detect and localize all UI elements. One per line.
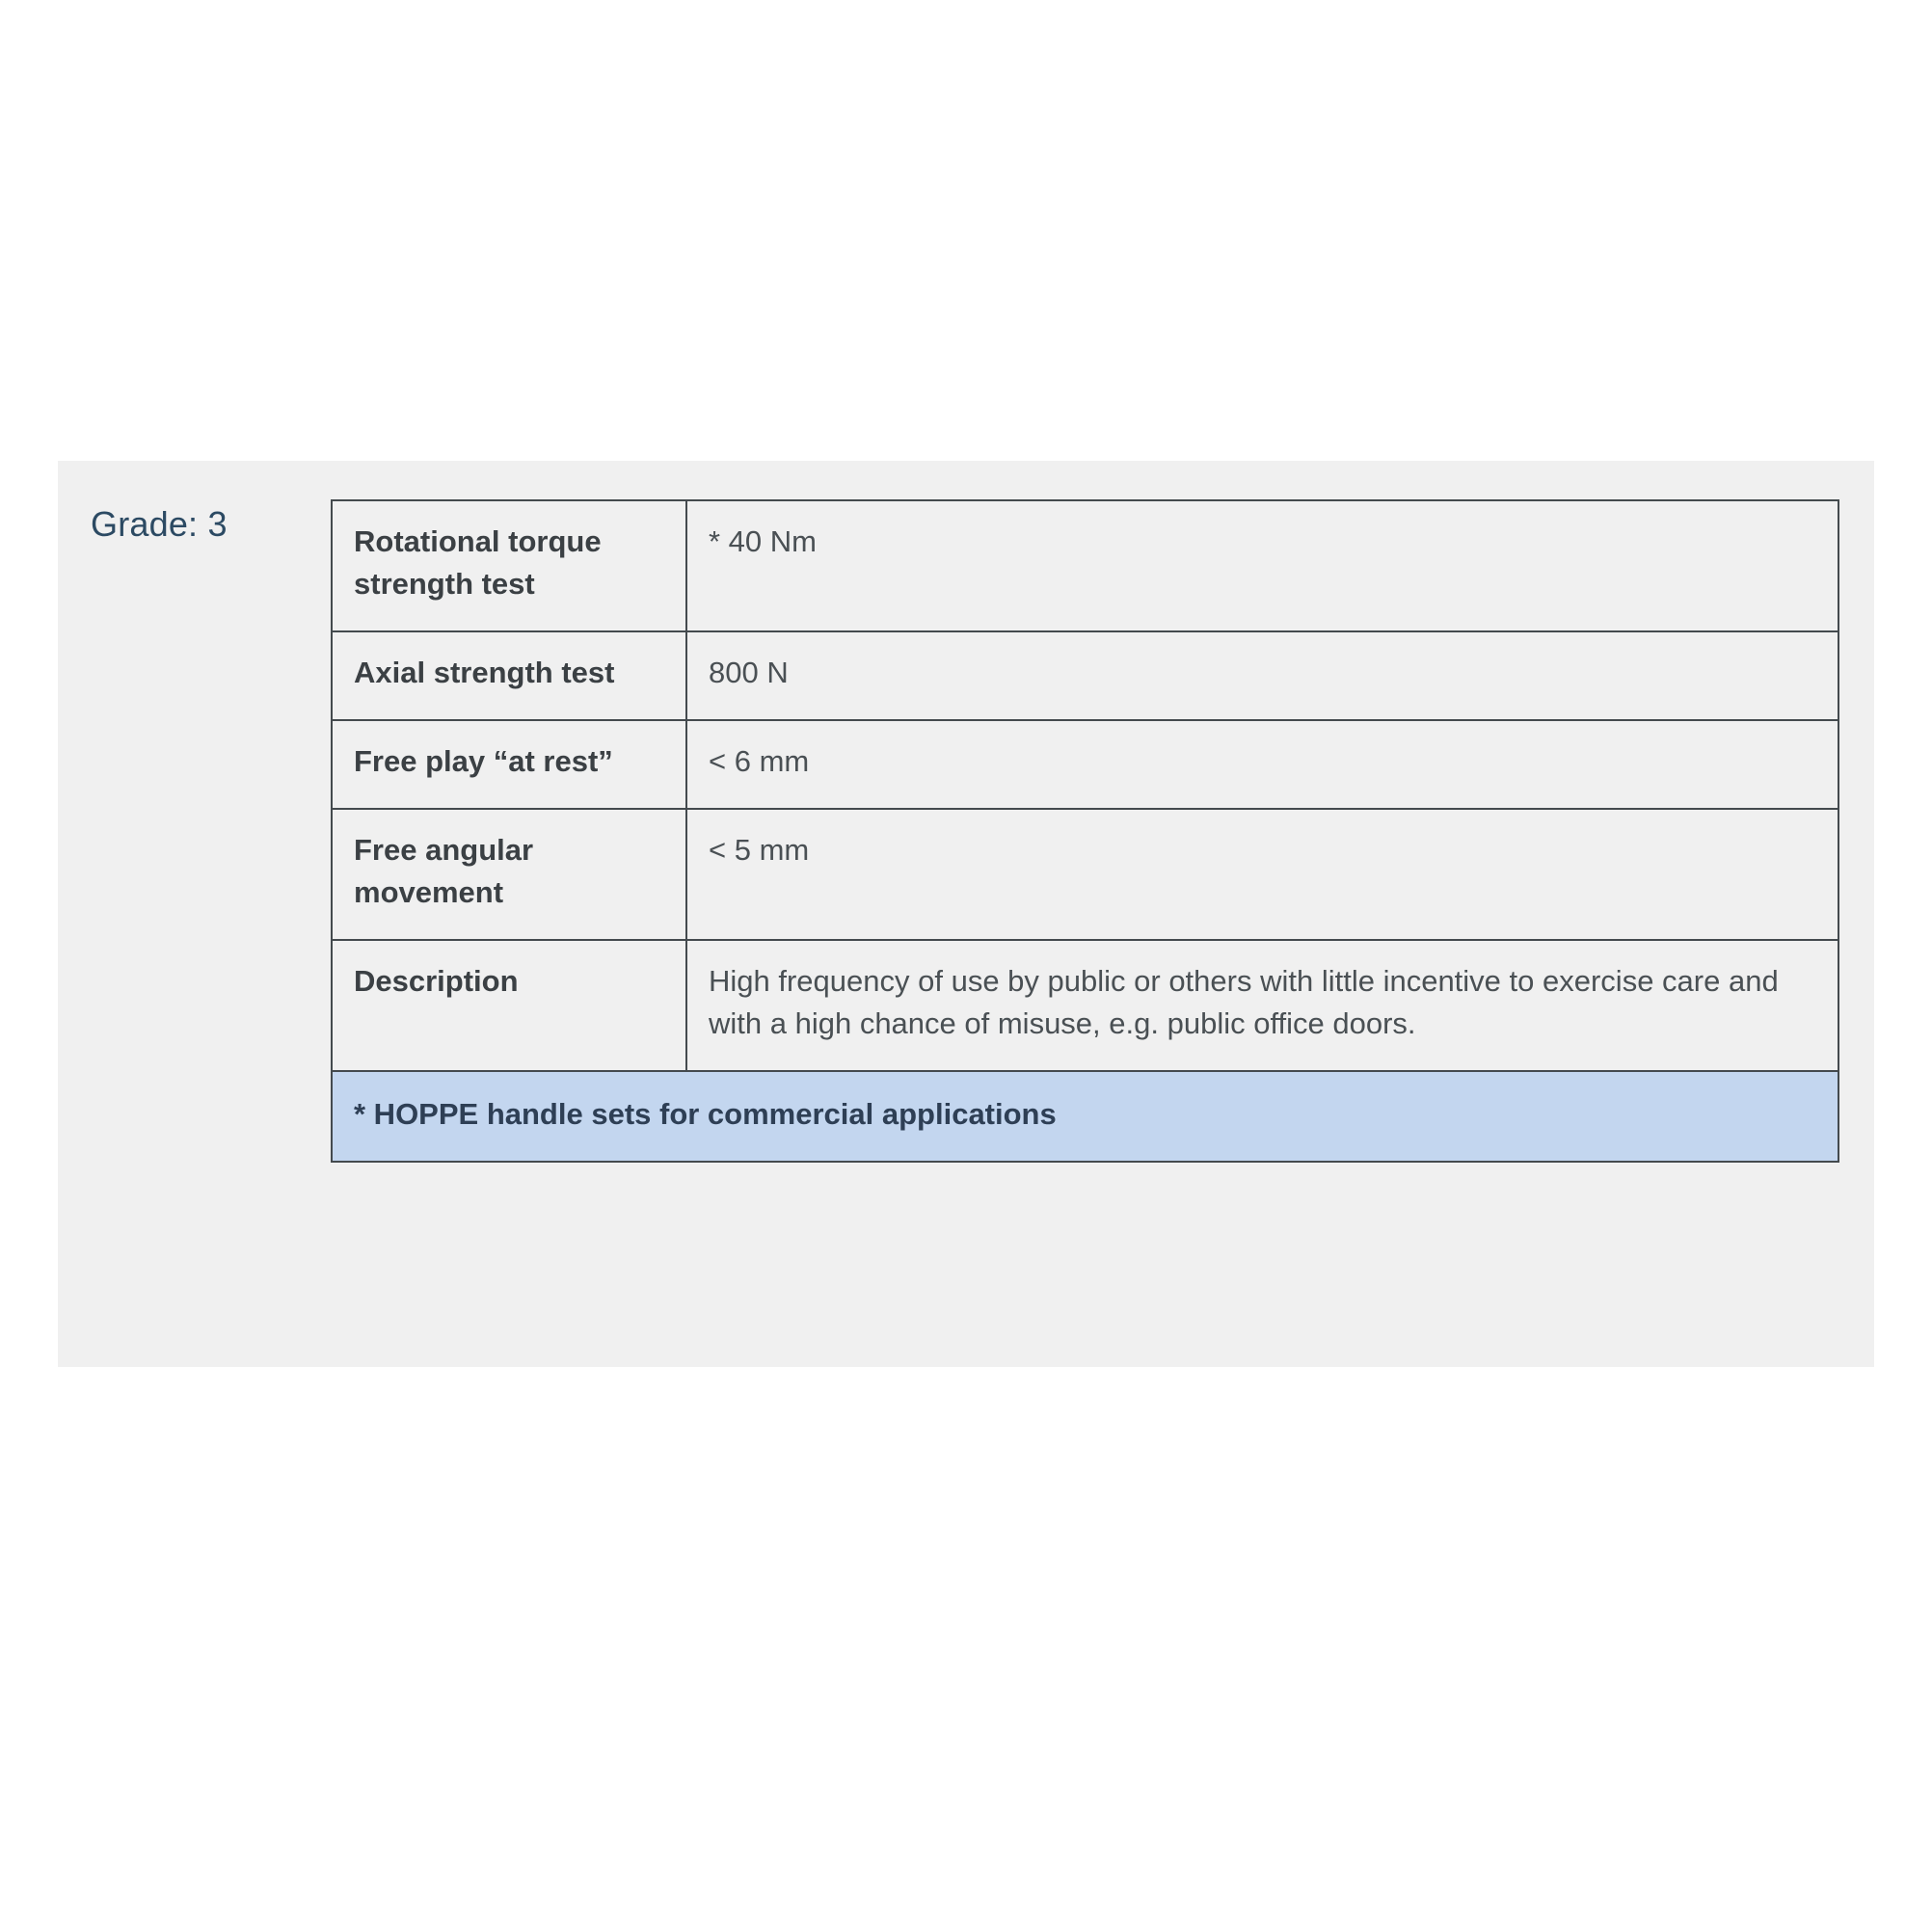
footnote-text: * HOPPE handle sets for commercial applications — [332, 1071, 1838, 1162]
table-row — [332, 720, 1838, 809]
row-label-description: Description — [332, 940, 686, 1071]
table-row — [332, 631, 1838, 720]
row-value-free-angular-movement: < 5 mm — [686, 809, 1838, 940]
grade-spec-panel — [58, 461, 1874, 1367]
table-footnote-row — [332, 1071, 1838, 1162]
specification-table-body — [332, 500, 1838, 1162]
row-value-rotational-torque-strength-test: * 40 Nm — [686, 500, 1838, 631]
specification-table — [331, 499, 1839, 1163]
row-value-description: High frequency of use by public or others with little incentive to exercise care and with a high chance of misuse, e.g. public office doors. — [686, 940, 1838, 1071]
table-row — [332, 940, 1838, 1071]
row-value-axial-strength-test: 800 N — [686, 631, 1838, 720]
row-label-free-angular-movement: Free angular movement — [332, 809, 686, 940]
grade-label: Grade: 3 — [91, 504, 228, 544]
table-row — [332, 500, 1838, 631]
row-value-free-play-at-rest: < 6 mm — [686, 720, 1838, 809]
row-label-axial-strength-test: Axial strength test — [332, 631, 686, 720]
row-label-rotational-torque-strength-test: Rotational torque strength test — [332, 500, 686, 631]
table-row — [332, 809, 1838, 940]
row-label-free-play-at-rest: Free play “at rest” — [332, 720, 686, 809]
